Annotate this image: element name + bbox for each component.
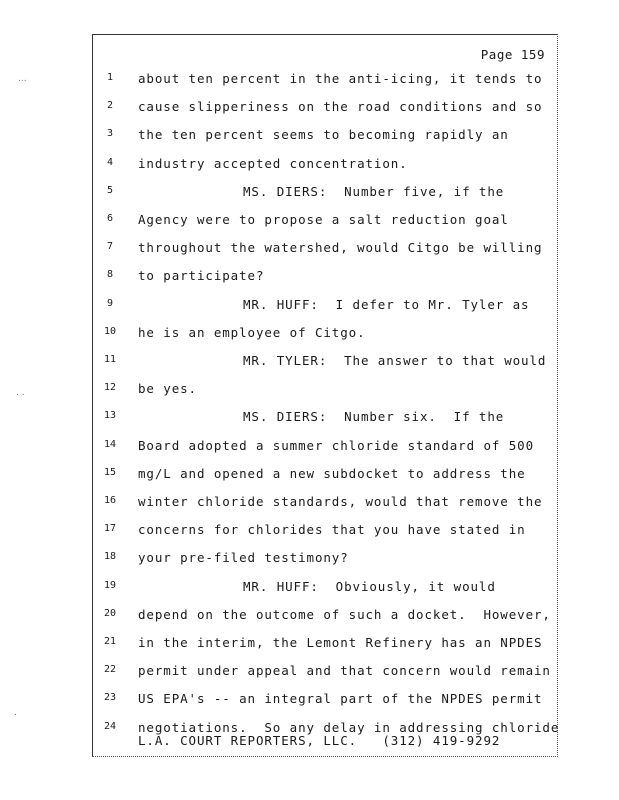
transcript-line (93, 438, 557, 458)
line-number: 8 (106, 269, 114, 281)
transcript-line (93, 240, 557, 260)
line-text: MS. DIERS: Number six. If the (243, 409, 505, 425)
line-number: 9 (106, 297, 114, 309)
transcript-page (92, 34, 558, 757)
line-number: 10 (103, 325, 117, 337)
line-number: 5 (106, 184, 114, 196)
line-text: mg/L and opened a new subdocket to address the (138, 465, 526, 481)
line-text: permit under appeal and that concern would remain (138, 663, 551, 679)
line-text: be yes. (138, 381, 197, 397)
line-text: winter chloride standards, would that remove the (138, 494, 543, 509)
line-text: US EPA's -- an integral part of the NPDES permit (138, 691, 543, 707)
line-number: 4 (106, 156, 114, 168)
transcript-line (93, 466, 557, 486)
line-text: throughout the watershed, would Citgo be willing (138, 240, 543, 256)
transcript-line (93, 663, 557, 683)
transcript-line (93, 156, 557, 176)
transcript-line (93, 381, 557, 401)
line-text: to participate? (138, 268, 265, 284)
margin-mark: . . (16, 388, 25, 398)
line-number: 24 (103, 720, 117, 732)
line-text: Agency were to propose a salt reduction goal (138, 212, 509, 227)
transcript-line (93, 268, 557, 288)
line-number: 23 (103, 692, 117, 704)
margin-mark: . (14, 708, 17, 718)
page-number: Page 159 (480, 47, 545, 62)
line-number: 7 (106, 241, 114, 253)
transcript-line (93, 325, 557, 345)
transcript-line (93, 99, 557, 119)
line-text: negotiations. So any delay in addressing chloride (138, 719, 560, 735)
line-text: cause slipperiness on the road conditions and so (138, 99, 543, 115)
transcript-line (93, 579, 557, 599)
line-text: about ten percent in the anti-icing, it tends to (138, 71, 543, 86)
line-number: 15 (103, 466, 117, 478)
transcript-line (93, 550, 557, 570)
line-text: the ten percent seems to becoming rapidly an (138, 127, 509, 143)
line-number: 6 (106, 213, 114, 224)
line-number: 3 (106, 128, 114, 140)
line-number: 2 (106, 100, 114, 112)
line-number: 1 (106, 72, 114, 83)
line-text: MR. HUFF: I defer to Mr. Tyler as (243, 296, 530, 312)
reporter-footer: L.A. COURT REPORTERS, LLC. (312) 419-9292 (138, 733, 501, 748)
margin-mark: ... (18, 74, 27, 84)
line-number: 11 (103, 354, 117, 365)
line-text: MR. HUFF: Obviously, it would (243, 578, 496, 594)
line-number: 13 (103, 410, 117, 422)
transcript-line (93, 691, 557, 711)
line-number: 21 (103, 636, 117, 647)
transcript-line (93, 71, 557, 91)
line-text: MR. TYLER: The answer to that would (243, 353, 547, 368)
line-text: industry accepted concentration. (138, 155, 408, 171)
transcript-line (93, 494, 557, 514)
line-text: MS. DIERS: Number five, if the (243, 183, 505, 199)
line-text: depend on the outcome of such a docket. However, (138, 606, 551, 622)
line-number: 17 (103, 523, 117, 535)
line-text: your pre-filed testimony? (138, 550, 349, 566)
transcript-line (93, 127, 557, 147)
transcript-line (93, 607, 557, 627)
line-number: 14 (103, 438, 117, 450)
line-text: concerns for chlorides that you have stated in (138, 522, 526, 538)
line-text: in the interim, the Lemont Refinery has an NPDES (138, 635, 543, 650)
line-number: 20 (103, 607, 117, 619)
line-number: 18 (103, 551, 117, 563)
transcript-line (93, 635, 557, 655)
line-text: he is an employee of Citgo. (138, 324, 366, 340)
transcript-line (93, 409, 557, 429)
transcript-line (93, 297, 557, 317)
transcript-line (93, 184, 557, 204)
line-number: 19 (103, 579, 117, 591)
transcript-line (93, 212, 557, 232)
transcript-line (93, 522, 557, 542)
transcript-line (93, 353, 557, 373)
line-text: Board adopted a summer chloride standard of 500 (138, 437, 535, 453)
line-number: 22 (103, 664, 117, 676)
line-number: 16 (103, 495, 117, 506)
line-number: 12 (103, 382, 117, 394)
